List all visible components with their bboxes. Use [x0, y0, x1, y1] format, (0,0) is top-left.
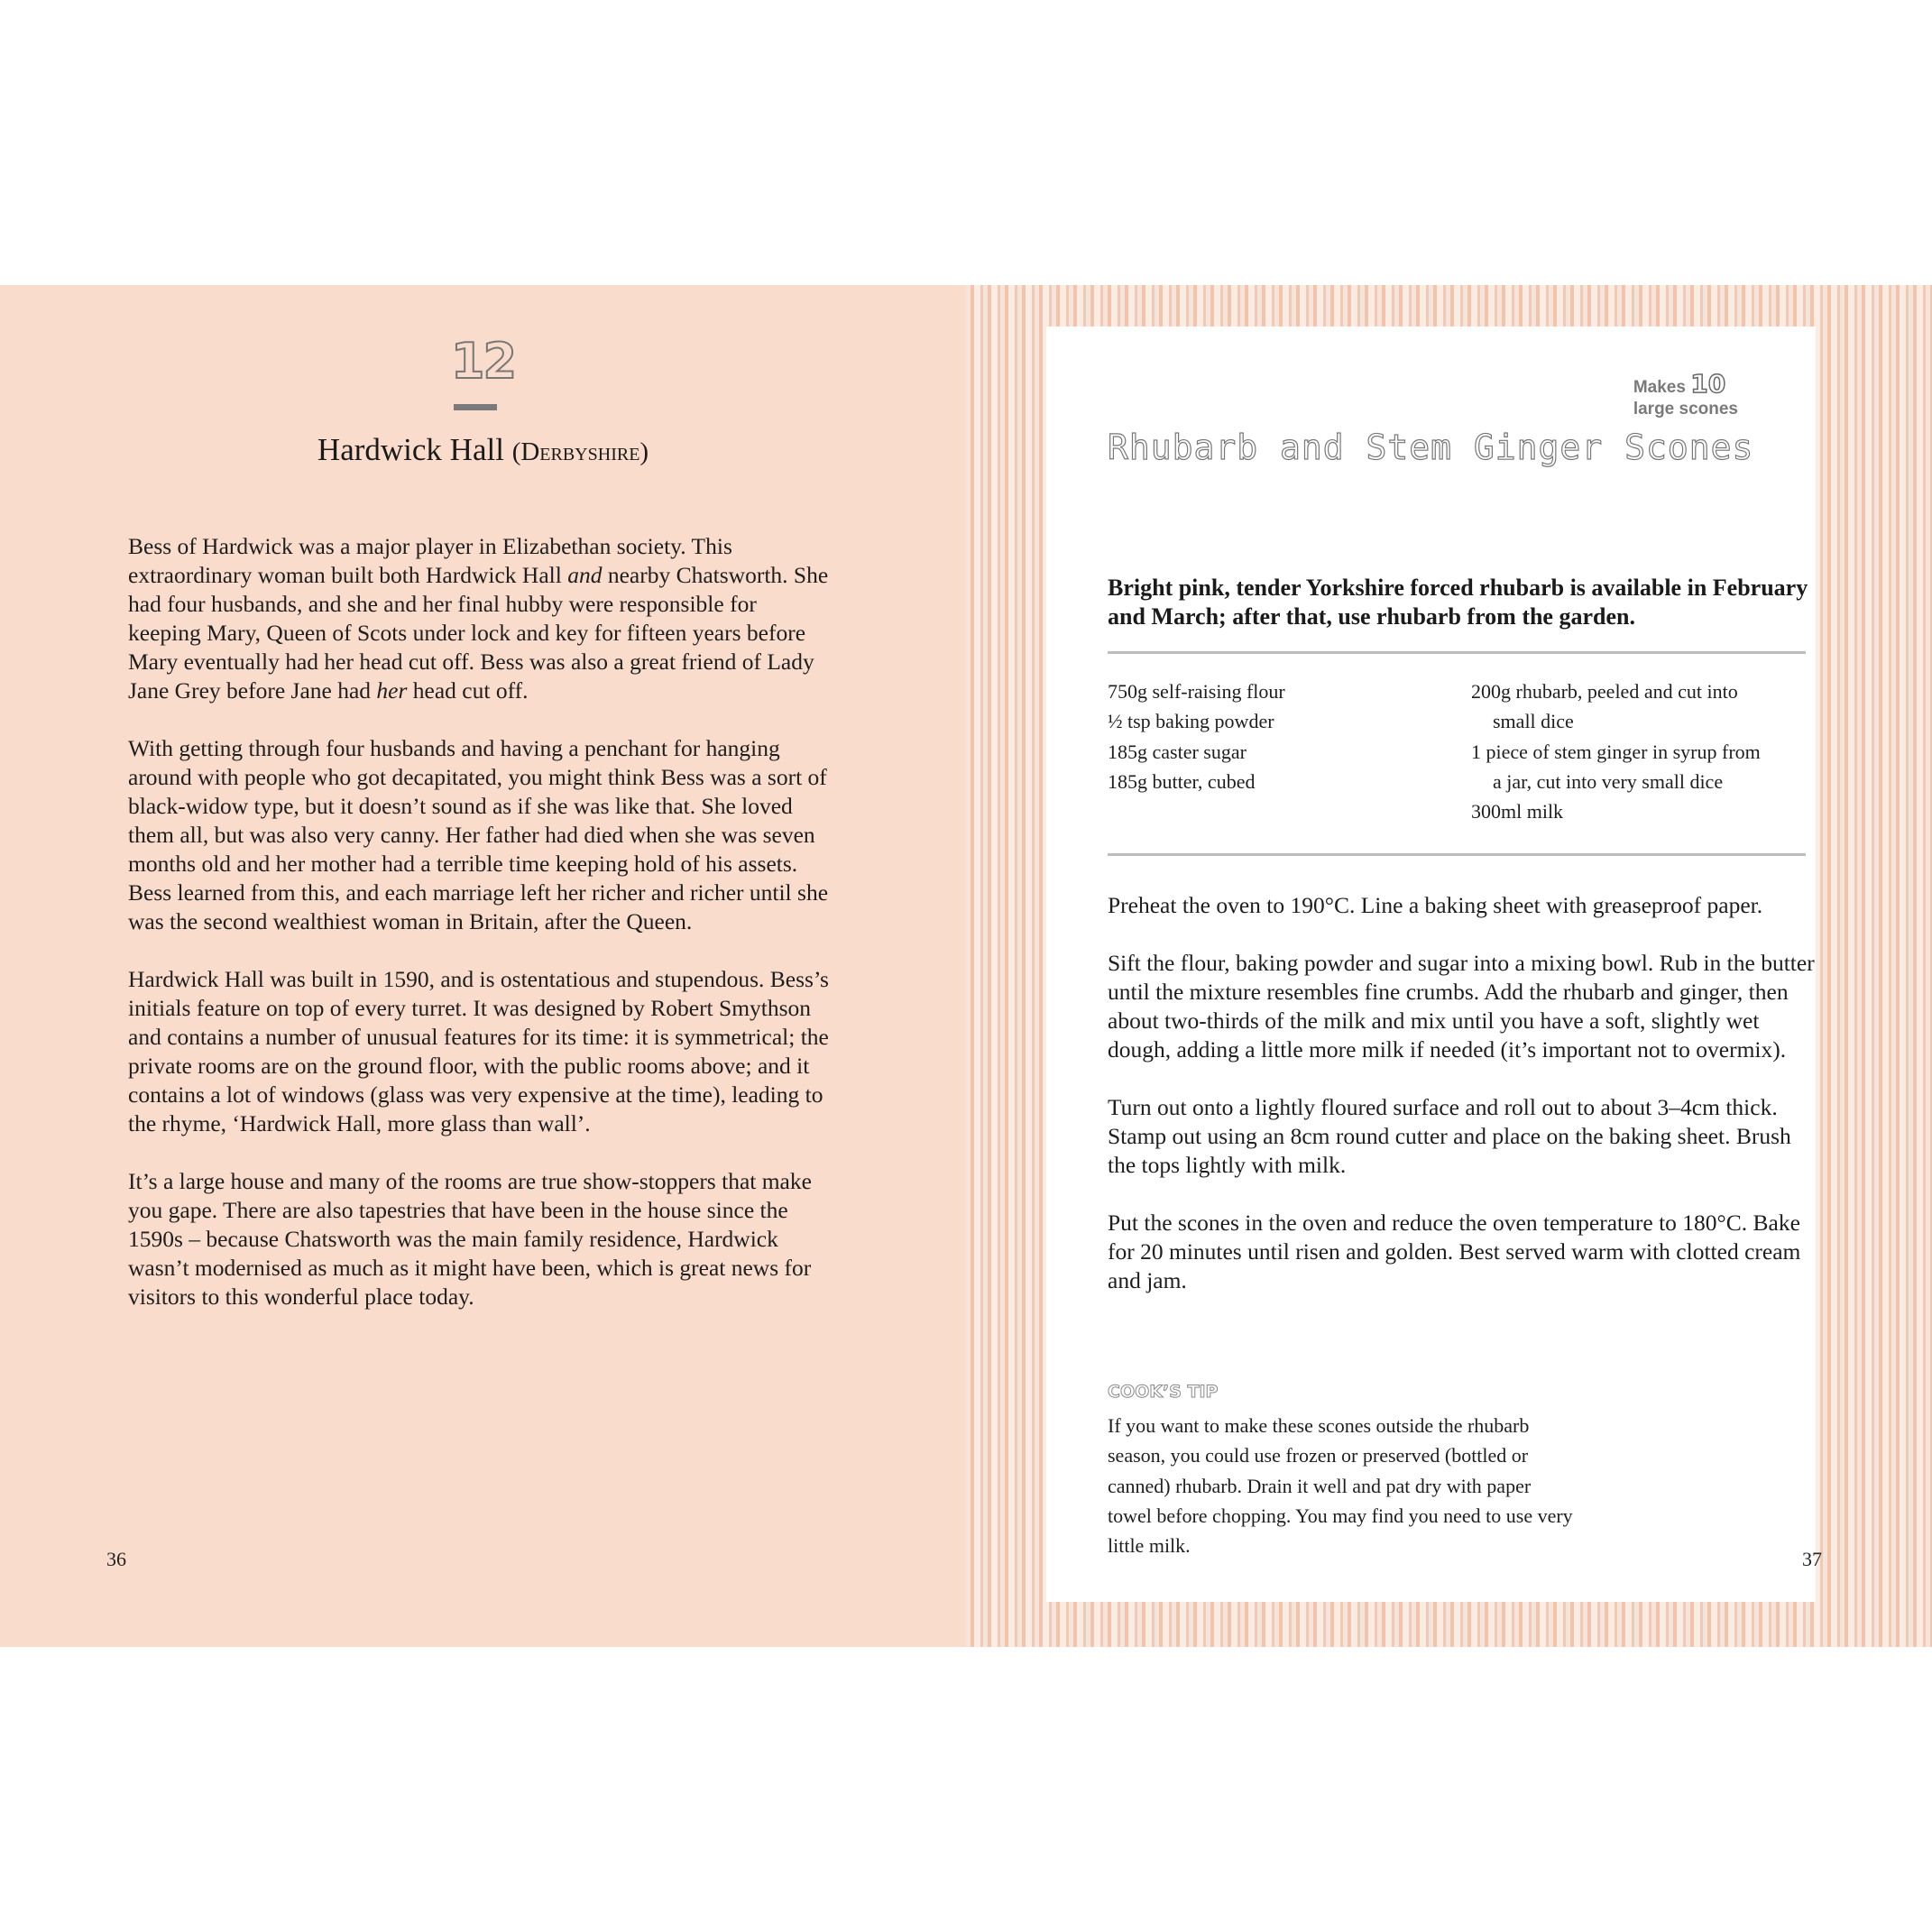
ingredient-item [1471, 676, 1814, 737]
ingredient-continuation: small dice [1493, 710, 1574, 733]
divider-bottom [1108, 853, 1806, 856]
ingredient-continuation: a jar, cut into very small dice [1493, 769, 1724, 793]
ingredient-line: ½ tsp baking powder [1108, 710, 1274, 733]
history-paragraph [128, 1167, 832, 1311]
ingredient-line: 185g caster sugar [1108, 740, 1247, 763]
page-number-right: 37 [1802, 1548, 1822, 1570]
place-title [0, 429, 966, 471]
recipe-intro: Bright pink, tender Yorkshire forced rhubarb is available in February and March; after that, use rhubarb from the garden. [1108, 575, 1808, 630]
history-paragraph [128, 532, 832, 705]
history-paragraph [128, 734, 832, 936]
place-county: (Derbyshire) [511, 437, 649, 466]
ingredient-item [1471, 796, 1814, 826]
ingredient-line: 1 piece of stem ginger in syrup from [1471, 740, 1761, 763]
divider-top [1108, 651, 1806, 654]
makes-count: 10 [1690, 369, 1726, 399]
ingredient-line: 185g butter, cubed [1108, 769, 1256, 793]
cooks-tip-heading: COOK’S TIP [1108, 1382, 1219, 1402]
left-page [0, 285, 966, 1647]
place-name: Hardwick Hall [317, 432, 504, 467]
ingredient-line: 200g rhubarb, peeled and cut into [1471, 680, 1738, 703]
method-step: Put the scones in the oven and reduce the oven temperature to 180°C. Bake for 20 minutes until risen and golden. Best served warm with clotted cream and jam. [1108, 1210, 1801, 1293]
method-step: Turn out onto a lightly floured surface and roll out to about 3–4cm thick. Stamp out using an 8cm round cutter and place on the baking sheet. Brush the tops lightly with milk. [1108, 1094, 1791, 1178]
history-paragraph [128, 965, 832, 1138]
paragraph-text: It’s a large house and many of the rooms are true show-stoppers that make you gape. There are also tapestries that have been in the house since the 1590s – because Chatsworth was the main family residence, Hardwick wasn’t modernised as much as it might have been, which is great news for visitors to this wonderful place today. [128, 1168, 812, 1310]
ingredient-item [1108, 767, 1459, 796]
method-step: Preheat the oven to 190°C. Line a baking sheet with greaseproof paper. [1108, 892, 1763, 918]
ingredient-line: 300ml milk [1471, 800, 1564, 823]
right-page [966, 285, 1932, 1647]
paragraph-text: Hardwick Hall was built in 1590, and is ostentatious and stupendous. Bess’s initials feature on top of every turret. It was designed by Robert Smythson and contains a number of unusual features for its time: it is symmetrical; the private rooms are on the ground floor, with the public rooms above; and it contains a lot of windows (glass was very expensive at the time), leading to the rhyme, ‘Hardwick Hall, more glass than wall’. [128, 966, 829, 1136]
paragraph-text: With getting through four husbands and having a penchant for hanging around with people who got decapitated, you might think Bess was a sort of black-widow type, but it doesn’t sound as if she was like that. She loved them all, but was also very canny. Her father had died when she was seven months old and her mother had a terrible time keeping hold of his assets. Bess learned from this, and each marriage left her richer and richer until she was the second wealthiest woman in Britain, after the Queen. [128, 735, 829, 934]
ingredient-item [1108, 706, 1459, 736]
ingredient-item [1108, 737, 1459, 767]
ingredients-right [1471, 676, 1814, 826]
paragraph-text: Bess of Hardwick was a major player in Elizabethan society. This extraordinary woman built both Hardwick Hall [128, 533, 732, 588]
page-number-left: 36 [106, 1548, 126, 1570]
history-text [128, 532, 832, 1340]
emphasis-text: her [376, 677, 408, 704]
chapter-rule [454, 404, 497, 410]
method-steps [1108, 891, 1820, 1324]
ingredient-item [1108, 676, 1459, 706]
emphasis-text: and [567, 562, 603, 588]
method-step: Sift the flour, baking powder and sugar into a mixing bowl. Rub in the butter until the mixture resembles fine crumbs. Add the rhubarb and ginger, then about two-thirds of the milk and mix until you have a soft, slightly wet dough, adding a little more milk if needed (it’s important not to overmix). [1108, 950, 1815, 1063]
makes-label: Makes [1633, 378, 1686, 397]
yield-label [1633, 369, 1738, 420]
cooks-tip-text: If you want to make these scones outside the rhubarb season, you could use frozen or preserved (bottled or canned) rhubarb. Drain it well and pat dry with paper towel before chopping. You may find you need to use very little milk. [1108, 1414, 1573, 1558]
ingredient-item [1471, 737, 1814, 797]
makes-unit: large scones [1633, 400, 1738, 419]
ingredient-line: 750g self-raising flour [1108, 680, 1285, 703]
recipe-card [1046, 327, 1816, 1602]
paragraph-text: head cut off. [407, 677, 529, 704]
chapter-number: 12 [450, 333, 516, 390]
recipe-title: Rhubarb and Stem Ginger Scones [1108, 428, 1754, 467]
ingredients-left [1108, 676, 1459, 796]
paragraph-text: nearby Chatsworth. She had four husbands, and she and her final hubby were responsible for keeping Mary, Queen of Scots under lock and key for fifteen years before Mary eventually had her head cut off. Bess was also a great friend of Lady Jane Grey before Jane had [128, 562, 829, 704]
book-spread [0, 285, 1932, 1647]
